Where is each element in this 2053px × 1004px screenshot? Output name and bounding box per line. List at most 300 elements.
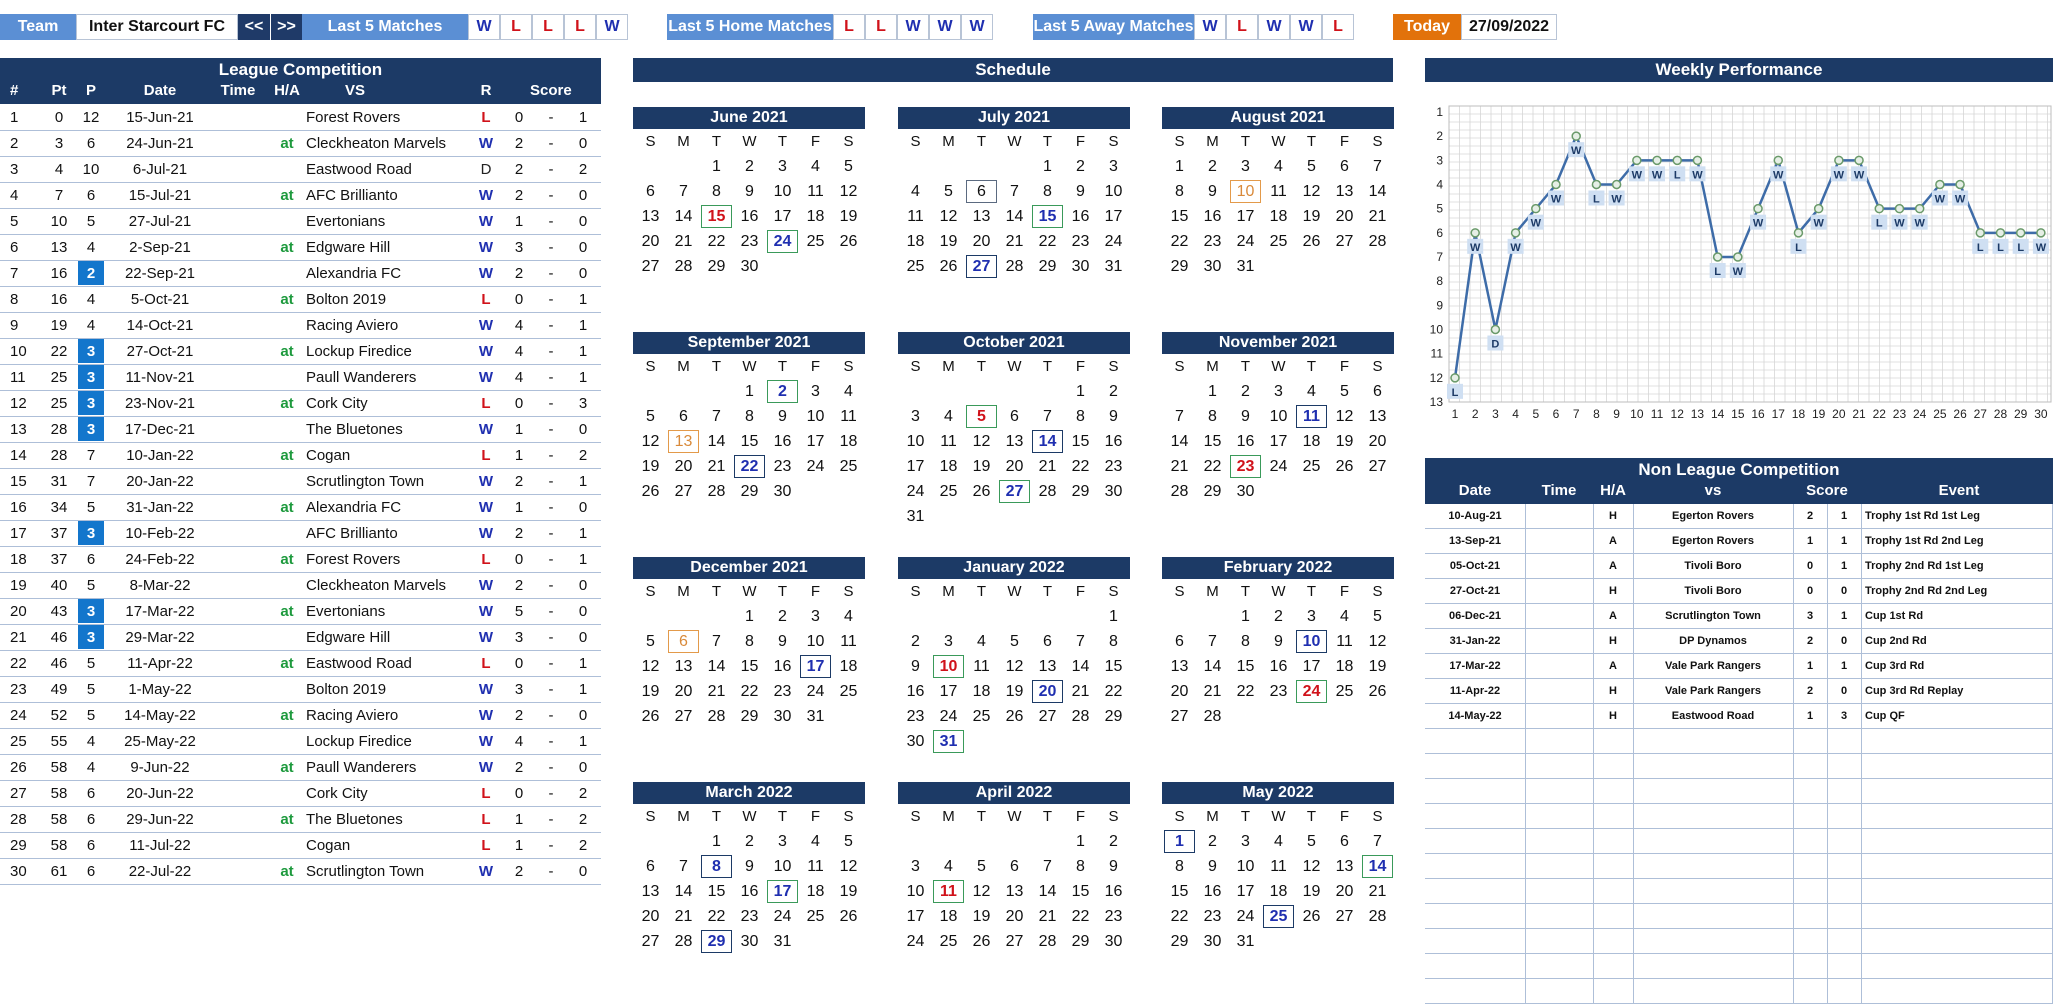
calendar-day[interactable]: 2 bbox=[1241, 382, 1250, 400]
calendar-day[interactable]: 28 bbox=[674, 257, 693, 275]
calendar-day[interactable]: 26 bbox=[1302, 907, 1321, 925]
calendar-day[interactable]: 31 bbox=[1236, 932, 1255, 950]
calendar-day[interactable]: 2 bbox=[767, 380, 798, 403]
calendar-day[interactable]: 10 bbox=[933, 655, 964, 678]
calendar-day[interactable]: 3 bbox=[811, 382, 820, 400]
calendar-day[interactable]: 4 bbox=[811, 832, 820, 850]
calendar-day[interactable]: 30 bbox=[740, 932, 759, 950]
table-row[interactable] bbox=[0, 339, 601, 365]
calendar-day[interactable]: 27 bbox=[641, 257, 660, 275]
calendar-day[interactable]: 15 bbox=[1071, 882, 1090, 900]
calendar-day[interactable]: 16 bbox=[740, 882, 759, 900]
calendar-day[interactable]: 22 bbox=[1170, 232, 1189, 250]
calendar-day[interactable]: 16 bbox=[1071, 207, 1090, 225]
calendar-day[interactable]: 8 bbox=[1109, 632, 1118, 650]
table-row[interactable] bbox=[0, 417, 601, 443]
table-row[interactable] bbox=[1425, 979, 2053, 1004]
calendar-day[interactable]: 29 bbox=[1170, 932, 1189, 950]
calendar-day[interactable]: 20 bbox=[641, 232, 660, 250]
calendar-day[interactable]: 24 bbox=[1269, 457, 1288, 475]
calendar-day[interactable]: 22 bbox=[1104, 682, 1123, 700]
calendar-day[interactable]: 16 bbox=[740, 207, 759, 225]
calendar-day[interactable]: 2 bbox=[1208, 157, 1217, 175]
table-row[interactable] bbox=[0, 391, 601, 417]
calendar-day[interactable]: 22 bbox=[734, 455, 765, 478]
calendar-day[interactable]: 9 bbox=[1109, 407, 1118, 425]
table-row[interactable] bbox=[1425, 904, 2053, 929]
calendar-day[interactable]: 30 bbox=[773, 707, 792, 725]
table-row[interactable] bbox=[1425, 829, 2053, 854]
calendar-day[interactable]: 3 bbox=[1109, 157, 1118, 175]
table-row[interactable] bbox=[1425, 529, 2053, 554]
calendar-day[interactable]: 22 bbox=[1071, 907, 1090, 925]
calendar-day[interactable]: 25 bbox=[1302, 457, 1321, 475]
calendar-day[interactable]: 17 bbox=[767, 880, 798, 903]
calendar-day[interactable]: 13 bbox=[1038, 657, 1057, 675]
calendar-day[interactable]: 13 bbox=[1335, 182, 1354, 200]
table-row[interactable] bbox=[0, 651, 601, 677]
calendar-day[interactable]: 4 bbox=[844, 382, 853, 400]
calendar-day[interactable]: 25 bbox=[1263, 905, 1294, 928]
calendar-day[interactable]: 19 bbox=[839, 207, 858, 225]
table-row[interactable] bbox=[0, 183, 601, 209]
table-row[interactable] bbox=[1425, 754, 2053, 779]
calendar-day[interactable]: 4 bbox=[1274, 157, 1283, 175]
calendar-day[interactable]: 12 bbox=[1368, 632, 1387, 650]
calendar-day[interactable]: 29 bbox=[1170, 257, 1189, 275]
calendar-day[interactable]: 18 bbox=[1269, 207, 1288, 225]
calendar-day[interactable]: 31 bbox=[933, 730, 964, 753]
calendar-day[interactable]: 10 bbox=[906, 432, 925, 450]
calendar-day[interactable]: 13 bbox=[1005, 882, 1024, 900]
calendar-day[interactable]: 4 bbox=[844, 607, 853, 625]
calendar-day[interactable]: 9 bbox=[745, 182, 754, 200]
calendar-day[interactable]: 11 bbox=[907, 207, 924, 225]
calendar-day[interactable]: 9 bbox=[1109, 857, 1118, 875]
calendar-day[interactable]: 15 bbox=[740, 657, 759, 675]
calendar-day[interactable]: 21 bbox=[707, 682, 726, 700]
calendar-day[interactable]: 10 bbox=[1230, 180, 1261, 203]
calendar-day[interactable]: 19 bbox=[641, 682, 660, 700]
calendar-day[interactable]: 18 bbox=[1335, 657, 1354, 675]
calendar-day[interactable]: 13 bbox=[1005, 432, 1024, 450]
calendar-day[interactable]: 12 bbox=[939, 207, 958, 225]
table-row[interactable] bbox=[1425, 579, 2053, 604]
calendar-day[interactable]: 23 bbox=[1203, 907, 1222, 925]
calendar-day[interactable]: 11 bbox=[840, 407, 857, 425]
calendar-day[interactable]: 4 bbox=[944, 857, 953, 875]
calendar-day[interactable]: 31 bbox=[806, 707, 825, 725]
calendar-day[interactable]: 13 bbox=[641, 207, 660, 225]
table-row[interactable] bbox=[0, 261, 601, 287]
calendar-day[interactable]: 20 bbox=[1335, 882, 1354, 900]
calendar-day[interactable]: 1 bbox=[1076, 382, 1085, 400]
calendar-day[interactable]: 27 bbox=[1368, 457, 1387, 475]
calendar-day[interactable]: 18 bbox=[906, 232, 925, 250]
table-row[interactable] bbox=[1425, 554, 2053, 579]
calendar-day[interactable]: 6 bbox=[668, 630, 699, 653]
table-row[interactable] bbox=[0, 443, 601, 469]
calendar-day[interactable]: 2 bbox=[778, 607, 787, 625]
calendar-day[interactable]: 20 bbox=[674, 457, 693, 475]
calendar-day[interactable]: 27 bbox=[999, 480, 1030, 503]
calendar-day[interactable]: 14 bbox=[1038, 882, 1057, 900]
calendar-day[interactable]: 30 bbox=[1104, 932, 1123, 950]
calendar-day[interactable]: 18 bbox=[939, 457, 958, 475]
calendar-day[interactable]: 12 bbox=[1335, 407, 1354, 425]
calendar-day[interactable]: 29 bbox=[740, 482, 759, 500]
calendar-day[interactable]: 27 bbox=[1170, 707, 1189, 725]
table-row[interactable] bbox=[0, 131, 601, 157]
calendar-day[interactable]: 25 bbox=[1269, 232, 1288, 250]
calendar-day[interactable]: 30 bbox=[1203, 932, 1222, 950]
calendar-day[interactable]: 10 bbox=[806, 632, 825, 650]
calendar-day[interactable]: 17 bbox=[773, 207, 792, 225]
calendar-day[interactable]: 7 bbox=[679, 857, 688, 875]
calendar-day[interactable]: 5 bbox=[977, 857, 986, 875]
calendar-day[interactable]: 27 bbox=[1038, 707, 1057, 725]
calendar-day[interactable]: 11 bbox=[933, 880, 964, 903]
calendar-day[interactable]: 18 bbox=[839, 432, 858, 450]
calendar-day[interactable]: 1 bbox=[1043, 157, 1052, 175]
calendar-day[interactable]: 29 bbox=[1071, 482, 1090, 500]
calendar-day[interactable]: 26 bbox=[839, 907, 858, 925]
calendar-day[interactable]: 19 bbox=[1335, 432, 1354, 450]
calendar-day[interactable]: 9 bbox=[911, 657, 920, 675]
calendar-day[interactable]: 14 bbox=[674, 882, 693, 900]
table-row[interactable] bbox=[0, 833, 601, 859]
calendar-day[interactable]: 21 bbox=[1071, 682, 1090, 700]
table-row[interactable] bbox=[0, 703, 601, 729]
calendar-day[interactable]: 5 bbox=[944, 182, 953, 200]
calendar-day[interactable]: 21 bbox=[674, 907, 693, 925]
calendar-day[interactable]: 28 bbox=[1170, 482, 1189, 500]
calendar-day[interactable]: 28 bbox=[1203, 707, 1222, 725]
calendar-day[interactable]: 15 bbox=[1071, 432, 1090, 450]
calendar-day[interactable]: 20 bbox=[972, 232, 991, 250]
calendar-day[interactable]: 23 bbox=[773, 682, 792, 700]
calendar-day[interactable]: 30 bbox=[740, 257, 759, 275]
calendar-day[interactable]: 5 bbox=[646, 407, 655, 425]
table-row[interactable] bbox=[1425, 779, 2053, 804]
table-row[interactable] bbox=[1425, 879, 2053, 904]
table-row[interactable] bbox=[1425, 679, 2053, 704]
calendar-day[interactable]: 14 bbox=[1032, 430, 1063, 453]
calendar-day[interactable]: 3 bbox=[1241, 157, 1250, 175]
table-row[interactable] bbox=[1425, 854, 2053, 879]
calendar-day[interactable]: 18 bbox=[839, 657, 858, 675]
calendar-day[interactable]: 29 bbox=[1203, 482, 1222, 500]
calendar-day[interactable]: 24 bbox=[1236, 907, 1255, 925]
calendar-day[interactable]: 15 bbox=[1203, 432, 1222, 450]
calendar-day[interactable]: 28 bbox=[1368, 907, 1387, 925]
calendar-day[interactable]: 24 bbox=[906, 482, 925, 500]
calendar-day[interactable]: 13 bbox=[668, 430, 699, 453]
calendar-day[interactable]: 21 bbox=[1368, 207, 1387, 225]
calendar-day[interactable]: 19 bbox=[1302, 207, 1321, 225]
calendar-day[interactable]: 13 bbox=[1335, 857, 1354, 875]
calendar-day[interactable]: 18 bbox=[1269, 882, 1288, 900]
calendar-day[interactable]: 6 bbox=[1010, 857, 1019, 875]
calendar-day[interactable]: 13 bbox=[972, 207, 991, 225]
calendar-day[interactable]: 4 bbox=[977, 632, 986, 650]
calendar-day[interactable]: 20 bbox=[1335, 207, 1354, 225]
calendar-day[interactable]: 6 bbox=[679, 407, 688, 425]
calendar-day[interactable]: 25 bbox=[839, 457, 858, 475]
calendar-day[interactable]: 26 bbox=[1368, 682, 1387, 700]
calendar-day[interactable]: 23 bbox=[1104, 457, 1123, 475]
table-row[interactable] bbox=[0, 547, 601, 573]
calendar-day[interactable]: 2 bbox=[911, 632, 920, 650]
calendar-day[interactable]: 21 bbox=[1005, 232, 1024, 250]
team-name-field[interactable]: Inter Starcourt FC bbox=[76, 14, 238, 40]
calendar-day[interactable]: 26 bbox=[641, 482, 660, 500]
calendar-day[interactable]: 30 bbox=[1236, 482, 1255, 500]
calendar-day[interactable]: 1 bbox=[1164, 830, 1195, 853]
table-row[interactable] bbox=[1425, 804, 2053, 829]
calendar-day[interactable]: 19 bbox=[972, 907, 991, 925]
calendar-day[interactable]: 29 bbox=[701, 930, 732, 953]
table-row[interactable] bbox=[0, 105, 601, 131]
calendar-day[interactable]: 12 bbox=[1302, 182, 1321, 200]
calendar-day[interactable]: 1 bbox=[712, 157, 721, 175]
calendar-day[interactable]: 11 bbox=[840, 632, 857, 650]
calendar-day[interactable]: 10 bbox=[806, 407, 825, 425]
calendar-day[interactable]: 4 bbox=[1307, 382, 1316, 400]
calendar-day[interactable]: 7 bbox=[1043, 407, 1052, 425]
calendar-day[interactable]: 17 bbox=[800, 655, 831, 678]
calendar-day[interactable]: 18 bbox=[806, 882, 825, 900]
calendar-day[interactable]: 9 bbox=[1076, 182, 1085, 200]
calendar-day[interactable]: 28 bbox=[1005, 257, 1024, 275]
calendar-day[interactable]: 17 bbox=[1236, 882, 1255, 900]
calendar-day[interactable]: 4 bbox=[1274, 832, 1283, 850]
calendar-day[interactable]: 21 bbox=[707, 457, 726, 475]
calendar-day[interactable]: 24 bbox=[773, 907, 792, 925]
calendar-day[interactable]: 7 bbox=[1175, 407, 1184, 425]
calendar-day[interactable]: 12 bbox=[839, 182, 858, 200]
calendar-day[interactable]: 23 bbox=[740, 232, 759, 250]
table-row[interactable] bbox=[0, 625, 601, 651]
calendar-day[interactable]: 8 bbox=[1241, 632, 1250, 650]
table-row[interactable] bbox=[0, 287, 601, 313]
calendar-day[interactable]: 16 bbox=[773, 432, 792, 450]
calendar-day[interactable]: 12 bbox=[972, 882, 991, 900]
calendar-day[interactable]: 8 bbox=[701, 855, 732, 878]
calendar-day[interactable]: 29 bbox=[707, 257, 726, 275]
calendar-day[interactable]: 6 bbox=[966, 180, 997, 203]
calendar-day[interactable]: 6 bbox=[1043, 632, 1052, 650]
calendar-day[interactable]: 26 bbox=[972, 932, 991, 950]
calendar-day[interactable]: 5 bbox=[844, 157, 853, 175]
calendar-day[interactable]: 14 bbox=[1203, 657, 1222, 675]
calendar-day[interactable]: 31 bbox=[1104, 257, 1123, 275]
prev-team-button[interactable]: << bbox=[238, 14, 270, 40]
calendar-day[interactable]: 26 bbox=[839, 232, 858, 250]
calendar-day[interactable]: 23 bbox=[740, 907, 759, 925]
table-row[interactable] bbox=[0, 313, 601, 339]
table-row[interactable] bbox=[0, 859, 601, 885]
calendar-day[interactable]: 29 bbox=[1038, 257, 1057, 275]
calendar-day[interactable]: 29 bbox=[740, 707, 759, 725]
calendar-day[interactable]: 20 bbox=[1005, 457, 1024, 475]
calendar-day[interactable]: 1 bbox=[745, 607, 754, 625]
calendar-day[interactable]: 23 bbox=[1071, 232, 1090, 250]
calendar-day[interactable]: 24 bbox=[906, 932, 925, 950]
calendar-day[interactable]: 14 bbox=[707, 432, 726, 450]
calendar-day[interactable]: 15 bbox=[1170, 207, 1189, 225]
calendar-day[interactable]: 7 bbox=[1373, 832, 1382, 850]
calendar-day[interactable]: 20 bbox=[1170, 682, 1189, 700]
calendar-day[interactable]: 12 bbox=[972, 432, 991, 450]
table-row[interactable] bbox=[0, 677, 601, 703]
calendar-day[interactable]: 3 bbox=[1274, 382, 1283, 400]
calendar-day[interactable]: 16 bbox=[906, 682, 925, 700]
calendar-day[interactable]: 28 bbox=[1038, 482, 1057, 500]
calendar-day[interactable]: 9 bbox=[745, 857, 754, 875]
calendar-day[interactable]: 3 bbox=[778, 157, 787, 175]
table-row[interactable] bbox=[1425, 604, 2053, 629]
calendar-day[interactable]: 21 bbox=[1038, 907, 1057, 925]
calendar-day[interactable]: 8 bbox=[1175, 182, 1184, 200]
calendar-day[interactable]: 17 bbox=[806, 432, 825, 450]
calendar-day[interactable]: 23 bbox=[1104, 907, 1123, 925]
calendar-day[interactable]: 22 bbox=[707, 907, 726, 925]
calendar-day[interactable]: 1 bbox=[1175, 157, 1184, 175]
table-row[interactable] bbox=[0, 469, 601, 495]
calendar-day[interactable]: 28 bbox=[707, 707, 726, 725]
calendar-day[interactable]: 10 bbox=[773, 182, 792, 200]
calendar-day[interactable]: 14 bbox=[707, 657, 726, 675]
calendar-day[interactable]: 23 bbox=[773, 457, 792, 475]
calendar-day[interactable]: 30 bbox=[1104, 482, 1123, 500]
calendar-day[interactable]: 9 bbox=[1274, 632, 1283, 650]
calendar-day[interactable]: 27 bbox=[1335, 907, 1354, 925]
calendar-day[interactable]: 18 bbox=[939, 907, 958, 925]
calendar-day[interactable]: 6 bbox=[1340, 832, 1349, 850]
table-row[interactable] bbox=[0, 157, 601, 183]
calendar-day[interactable]: 19 bbox=[939, 232, 958, 250]
calendar-day[interactable]: 7 bbox=[1373, 157, 1382, 175]
calendar-day[interactable]: 19 bbox=[839, 882, 858, 900]
calendar-day[interactable]: 24 bbox=[939, 707, 958, 725]
calendar-day[interactable]: 27 bbox=[1005, 932, 1024, 950]
calendar-day[interactable]: 28 bbox=[1368, 232, 1387, 250]
calendar-day[interactable]: 14 bbox=[1005, 207, 1024, 225]
calendar-day[interactable]: 21 bbox=[1038, 457, 1057, 475]
calendar-day[interactable]: 8 bbox=[745, 407, 754, 425]
calendar-day[interactable]: 9 bbox=[1241, 407, 1250, 425]
calendar-day[interactable]: 13 bbox=[1170, 657, 1189, 675]
calendar-day[interactable]: 8 bbox=[1076, 407, 1085, 425]
calendar-day[interactable]: 27 bbox=[674, 482, 693, 500]
calendar-day[interactable]: 8 bbox=[1175, 857, 1184, 875]
calendar-day[interactable]: 19 bbox=[641, 457, 660, 475]
calendar-day[interactable]: 11 bbox=[1336, 632, 1353, 650]
calendar-day[interactable]: 25 bbox=[806, 232, 825, 250]
calendar-day[interactable]: 23 bbox=[1230, 455, 1261, 478]
calendar-day[interactable]: 22 bbox=[1236, 682, 1255, 700]
calendar-day[interactable]: 2 bbox=[1274, 607, 1283, 625]
calendar-day[interactable]: 11 bbox=[973, 657, 990, 675]
calendar-day[interactable]: 17 bbox=[939, 682, 958, 700]
calendar-day[interactable]: 25 bbox=[939, 482, 958, 500]
calendar-day[interactable]: 27 bbox=[641, 932, 660, 950]
table-row[interactable] bbox=[0, 729, 601, 755]
calendar-day[interactable]: 21 bbox=[1203, 682, 1222, 700]
calendar-day[interactable]: 30 bbox=[1071, 257, 1090, 275]
calendar-day[interactable]: 11 bbox=[1270, 182, 1287, 200]
calendar-day[interactable]: 29 bbox=[1104, 707, 1123, 725]
calendar-day[interactable]: 17 bbox=[1269, 432, 1288, 450]
calendar-day[interactable]: 29 bbox=[1071, 932, 1090, 950]
calendar-day[interactable]: 17 bbox=[1302, 657, 1321, 675]
calendar-day[interactable]: 5 bbox=[1307, 157, 1316, 175]
calendar-day[interactable]: 16 bbox=[773, 657, 792, 675]
calendar-day[interactable]: 11 bbox=[1270, 857, 1287, 875]
calendar-day[interactable]: 13 bbox=[1368, 407, 1387, 425]
table-row[interactable] bbox=[1425, 629, 2053, 654]
calendar-day[interactable]: 2 bbox=[1208, 832, 1217, 850]
calendar-day[interactable]: 6 bbox=[1010, 407, 1019, 425]
table-row[interactable] bbox=[1425, 704, 2053, 729]
calendar-day[interactable]: 5 bbox=[1340, 382, 1349, 400]
table-row[interactable] bbox=[1425, 729, 2053, 754]
calendar-day[interactable]: 5 bbox=[1010, 632, 1019, 650]
calendar-day[interactable]: 1 bbox=[1208, 382, 1217, 400]
calendar-day[interactable]: 14 bbox=[1071, 657, 1090, 675]
calendar-day[interactable]: 25 bbox=[839, 682, 858, 700]
calendar-day[interactable]: 22 bbox=[1203, 457, 1222, 475]
calendar-day[interactable]: 3 bbox=[944, 632, 953, 650]
calendar-day[interactable]: 6 bbox=[1340, 157, 1349, 175]
calendar-day[interactable]: 5 bbox=[1307, 832, 1316, 850]
calendar-day[interactable]: 4 bbox=[944, 407, 953, 425]
calendar-day[interactable]: 8 bbox=[745, 632, 754, 650]
calendar-day[interactable]: 30 bbox=[1203, 257, 1222, 275]
calendar-day[interactable]: 27 bbox=[1335, 232, 1354, 250]
table-row[interactable] bbox=[0, 495, 601, 521]
calendar-day[interactable]: 3 bbox=[778, 832, 787, 850]
calendar-day[interactable]: 26 bbox=[939, 257, 958, 275]
table-row[interactable] bbox=[0, 573, 601, 599]
calendar-day[interactable]: 20 bbox=[674, 682, 693, 700]
calendar-day[interactable]: 1 bbox=[1109, 607, 1118, 625]
next-team-button[interactable]: >> bbox=[270, 14, 302, 40]
calendar-day[interactable]: 24 bbox=[1236, 232, 1255, 250]
calendar-day[interactable]: 12 bbox=[839, 857, 858, 875]
calendar-day[interactable]: 8 bbox=[1076, 857, 1085, 875]
calendar-day[interactable]: 9 bbox=[778, 632, 787, 650]
calendar-day[interactable]: 7 bbox=[1208, 632, 1217, 650]
table-row[interactable] bbox=[0, 807, 601, 833]
calendar-day[interactable]: 21 bbox=[1170, 457, 1189, 475]
calendar-day[interactable]: 11 bbox=[940, 432, 957, 450]
calendar-day[interactable]: 23 bbox=[1203, 232, 1222, 250]
table-row[interactable] bbox=[0, 521, 601, 547]
calendar-day[interactable]: 3 bbox=[1241, 832, 1250, 850]
table-row[interactable] bbox=[1425, 929, 2053, 954]
calendar-day[interactable]: 6 bbox=[1373, 382, 1382, 400]
calendar-day[interactable]: 26 bbox=[1302, 232, 1321, 250]
calendar-day[interactable]: 17 bbox=[1104, 207, 1123, 225]
calendar-day[interactable]: 16 bbox=[1203, 882, 1222, 900]
calendar-day[interactable]: 3 bbox=[911, 407, 920, 425]
calendar-day[interactable]: 31 bbox=[773, 932, 792, 950]
table-row[interactable] bbox=[0, 599, 601, 625]
calendar-day[interactable]: 28 bbox=[707, 482, 726, 500]
table-row[interactable] bbox=[1425, 504, 2053, 529]
